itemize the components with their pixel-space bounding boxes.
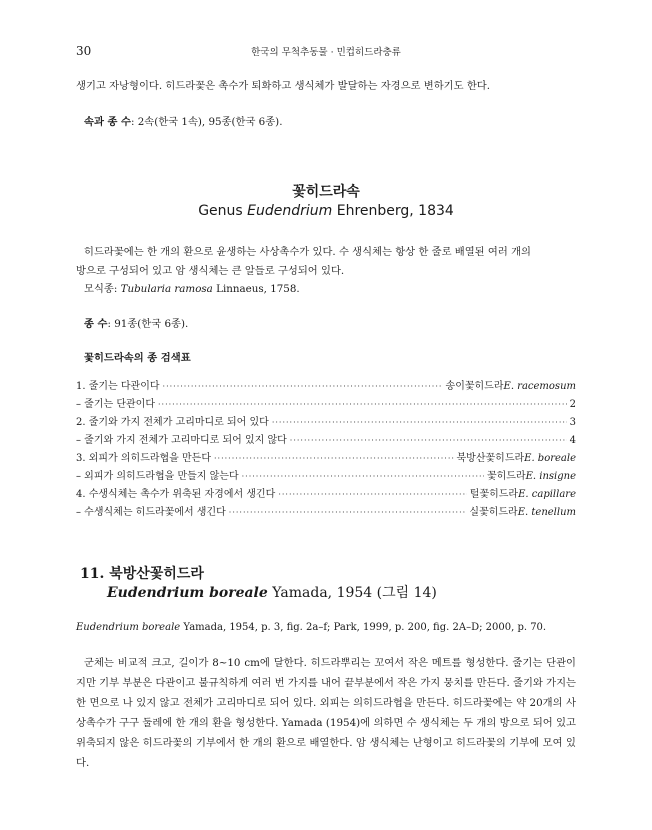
intro-line: 생기고 자낭형이다. 히드라꽃은 촉수가 퇴화하고 생식체가 발달하는 자경으로 변하기도 한다. — [76, 80, 490, 92]
key-row — [76, 395, 576, 413]
species-subheading — [107, 582, 437, 602]
key-title: 꽃히드라속의 종 검색표 — [84, 352, 191, 364]
key-row-leader — [163, 382, 443, 391]
key-row-ko: 실꽃히드라 — [469, 507, 518, 518]
key-row — [76, 467, 576, 485]
species-heading: 11. 북방산꽃히드라 — [80, 566, 204, 582]
species-author: Yamada, 1954 (그림 14) — [267, 585, 437, 601]
key-row-lead: – 줄기는 단관이다 — [76, 399, 155, 410]
running-title: 한국의 무척추동물 · 민컵히드라충류 — [251, 47, 401, 58]
type-species-name: Tubularia ramosa — [120, 283, 213, 295]
key-row-leader — [278, 490, 466, 499]
key-row-ko: 북방산꽃히드라 — [456, 453, 525, 464]
type-species — [84, 279, 300, 299]
key-row-num: 2 — [569, 399, 576, 410]
species-sci-name: Eudendrium boreale — [107, 585, 268, 601]
key-row-lead: – 줄기와 가지 전체가 고리마디로 되어 있지 않다 — [76, 435, 287, 446]
genus-korean-name: 꽃히드라속 — [292, 184, 360, 200]
key-row-leader — [229, 508, 467, 517]
key-row-leader — [290, 436, 567, 445]
type-species-author: Linnaeus, 1758. — [212, 283, 300, 295]
key-row-lead: 2. 줄기와 가지 전체가 고리마디로 되어 있다 — [76, 417, 269, 428]
genus-desc-line-1: 히드라꽃에는 한 개의 환으로 윤생하는 사상촉수가 있다. 수 생식체는 항상 한 줄로 배열된 여러 개의 — [84, 246, 531, 258]
key-row — [76, 431, 576, 449]
key-row-sci: E. capillare — [518, 489, 576, 500]
key-row — [76, 485, 576, 503]
reference-sci-name: Eudendrium boreale — [76, 622, 181, 633]
key-row-sci: E. tenellum — [517, 507, 576, 518]
key-row-leader — [242, 472, 484, 481]
key-row-sci: E. insigne — [525, 471, 576, 482]
genera-count-label: 속과 종 수 — [84, 116, 131, 128]
key-row-ko: 꽃히드라 — [486, 471, 526, 482]
species-reference — [76, 622, 546, 633]
key-row-leader — [214, 454, 454, 463]
species-count — [84, 314, 188, 334]
key-row-lead: – 외피가 의히드라협을 만들지 않는다 — [76, 471, 239, 482]
key-row-sci: E. racemosum — [503, 381, 576, 392]
key-row-lead: 3. 외피가 의히드라협을 만든다 — [76, 453, 211, 464]
species-count-label: 종 수 — [84, 318, 108, 330]
genera-count — [84, 112, 282, 132]
key-row-lead: 1. 줄기는 다관이다 — [76, 381, 160, 392]
page-number: 30 — [76, 44, 92, 58]
key-row — [76, 377, 576, 395]
species-count-value: : 91종(한국 6종). — [107, 318, 189, 330]
reference-text: Yamada, 1954, p. 3, fig. 2a–f; Park, 1999, p. 200, fig. 2A–D; 2000, p. 70. — [180, 622, 547, 633]
genus-sci-name: Eudendrium — [247, 203, 333, 219]
genera-count-value: : 2속(한국 1속), 95종(한국 6종). — [130, 116, 283, 128]
type-species-label: 모식종: — [84, 283, 121, 295]
genus-english-name — [0, 203, 652, 219]
key-row-lead: 4. 수생식체는 촉수가 위축된 자경에서 생긴다 — [76, 489, 276, 500]
species-description: 군체는 비교적 크고, 길이가 8~10 cm에 달한다. 히드라뿌리는 꼬여서 작은 메트를 형성한다. 줄기는 단관이지만 기부 부분은 다관이고 불규칙하게 여러 번 가지를 내어 끝부분에서 작은 가지 뭉치를 만든다. 줄기와 가지는 한 면으로 나 있지 않고 전체가 고리마디로 되어 있다. 외피는 의히드라협을 만든다. 히드라꽃에는 약 20개의 사상촉수가 구구 둘레에 한 개의 환을 형성한다. Yamada (1954)에 의하면 수 생식체는 두 개의 방으로 되어 있고 위축되지 않은 히드라꽃의 기부에서 한 개의 환으로 배열한다. 암 생식체는 난형이고 히드라꽃의 기부에 모여 있다. — [76, 657, 576, 769]
key-row-leader — [158, 400, 567, 409]
key-row-num: 4 — [569, 435, 576, 446]
genus-author: Ehrenberg, 1834 — [332, 203, 454, 219]
key-row — [76, 413, 576, 431]
key-row-ko: 털꽃히드라 — [469, 489, 519, 500]
key-row-ko: 송이꽃히드라 — [445, 381, 504, 392]
key-row-sci: E. boreale — [524, 453, 576, 464]
key-row-leader — [272, 418, 567, 427]
genus-prefix: Genus — [198, 203, 248, 219]
key-row — [76, 503, 576, 521]
key-row-num: 3 — [569, 417, 576, 428]
genus-desc-line-2: 방으로 구성되어 있고 암 생식체는 큰 알들로 구성되어 있다. — [76, 265, 345, 277]
key-row-lead: – 수생식체는 히드라꽃에서 생긴다 — [76, 507, 226, 518]
key-row — [76, 449, 576, 467]
